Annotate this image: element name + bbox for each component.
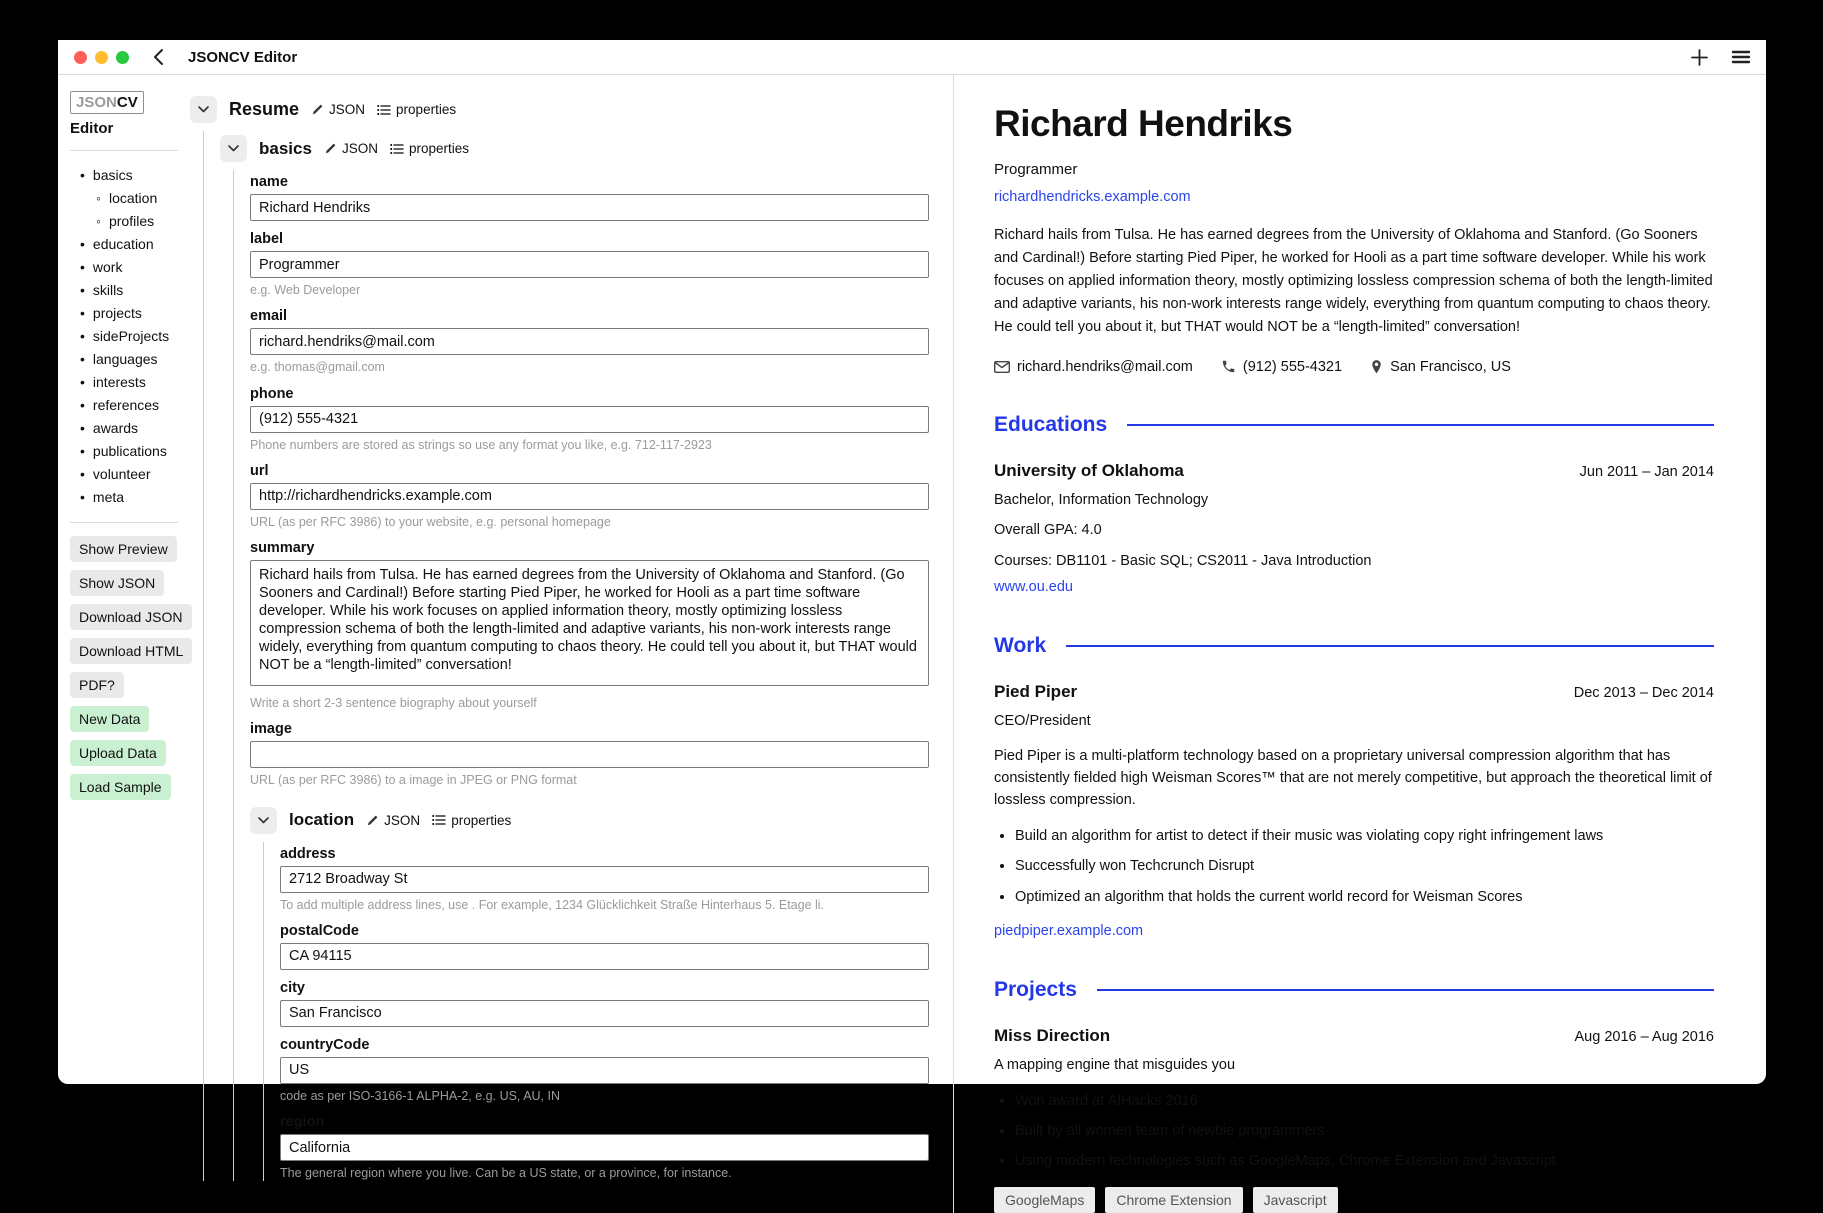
app-logo	[70, 91, 144, 114]
sidebar-item-projects[interactable]: • projects	[70, 302, 190, 325]
sidebar-item-profiles[interactable]: ◦ profiles	[70, 210, 190, 233]
resume-section-title: Resume	[229, 99, 300, 119]
contact-location	[1370, 359, 1511, 375]
education-institution: University of Oklahoma	[994, 460, 1184, 480]
location-pin-icon	[1370, 359, 1383, 375]
countrycode-field-hint: code as per ISO-3166-1 ALPHA-2, e.g. US, AU, IN	[280, 1088, 560, 1103]
sidebar-item-interests[interactable]: • interests	[70, 371, 190, 394]
work-heading: Work	[994, 633, 1047, 657]
sidebar-item-publications[interactable]: • publications	[70, 440, 190, 463]
contact-phone-text: (912) 555-4321	[1242, 358, 1343, 375]
preview-role: Programmer	[994, 161, 1078, 178]
chevron-down-icon	[258, 817, 269, 824]
new-data-button[interactable]: New Data	[70, 706, 149, 732]
new-tab-button[interactable]	[1691, 49, 1708, 66]
json-button-label: JSON	[341, 141, 378, 156]
project-name: Miss Direction	[994, 1025, 1111, 1045]
email-field-label: email	[250, 308, 288, 325]
resume-preview-panel	[953, 75, 1766, 1213]
list-icon	[390, 143, 404, 155]
sidebar-item-volunteer[interactable]: • volunteer	[70, 463, 190, 486]
work-company: Pied Piper	[994, 681, 1078, 701]
work-highlight-item: • Optimized an algorithm that holds the current world record for Weisman Scores	[1015, 887, 1714, 907]
sidebar-item-meta[interactable]: • meta	[70, 486, 190, 509]
hamburger-icon	[1732, 50, 1750, 64]
postalcode-input[interactable]	[280, 943, 929, 970]
label-field-hint: e.g. Web Developer	[250, 283, 361, 297]
project-description: A mapping engine that misguides you	[994, 1056, 1236, 1073]
region-field-label: region	[280, 1114, 325, 1130]
tag-javascript: Javascript	[1253, 1187, 1338, 1213]
field-image	[250, 721, 929, 788]
pencil-icon	[324, 142, 337, 155]
section-rule	[1097, 989, 1714, 991]
minimize-window-button[interactable]	[95, 51, 108, 64]
resume-properties-button[interactable]	[377, 102, 456, 117]
collapse-resume-button[interactable]	[190, 96, 217, 123]
address-field-hint: To add multiple address lines, use . For example, 1234 Glücklichkeit Straße Hinterhaus 5. Etage li.	[280, 897, 825, 912]
summary-field-label: summary	[250, 540, 315, 556]
phone-field-hint: Phone numbers are stored as strings so use any format you like, e.g. 712-117-2923	[250, 437, 712, 452]
basics-edit-json-button[interactable]	[324, 141, 378, 156]
preview-summary: Richard hails from Tulsa. He has earned degrees from the University of Oklahoma and Stanford. (Go Sooners and Cardinal!) Before starting Pied Piper, he worked for Hooli as a part time software developer. While his work focuses on applied information theory, mostly optimizing lossless compression schema of both the length-limited and adaptive variants, his non-work interests range widely, everything from quantum computing to chaos theory. He could tell you about it, but THAT would NOT be a “length-limited” conversation!	[994, 227, 1713, 335]
projects-heading: Projects	[994, 977, 1077, 1001]
preview-name: Richard Hendriks	[994, 103, 1293, 144]
show-preview-button[interactable]: Show Preview	[70, 536, 177, 562]
image-field-label: image	[250, 721, 292, 738]
city-input[interactable]	[280, 1000, 929, 1027]
education-degree: Bachelor, Information Technology	[994, 491, 1209, 508]
work-position: CEO/President	[994, 712, 1091, 729]
label-field-label: label	[250, 231, 284, 247]
plus-icon	[1691, 49, 1708, 66]
back-chevron-icon	[153, 48, 164, 66]
field-name	[250, 174, 929, 221]
basics-section-title: basics	[259, 138, 312, 158]
logo-cv-text: CV	[116, 94, 138, 111]
education-courses: Courses: DB1101 - Basic SQL; CS2011 - Java Introduction	[994, 553, 1372, 570]
project-highlight-item: • Won award at AIHacks 2016	[1015, 1091, 1714, 1111]
collapse-basics-button[interactable]	[220, 135, 247, 162]
education-link[interactable]: www.ou.edu	[994, 578, 1073, 595]
name-field-label: name	[250, 174, 288, 190]
project-highlights	[994, 1091, 1714, 1172]
project-tags	[994, 1187, 1714, 1213]
chevron-down-icon	[228, 145, 239, 152]
properties-button-label: properties	[408, 141, 469, 156]
resume-edit-json-button[interactable]	[311, 102, 365, 117]
basics-properties-button[interactable]	[390, 141, 469, 156]
phone-field-label: phone	[250, 385, 294, 402]
work-highlight-item: • Build an algorithm for artist to detect if their music was violating copy right infringement laws	[1015, 826, 1714, 846]
project-highlight-item: • Using modern technologies such as GoogleMaps, Chrome Extension and Javascript	[1015, 1151, 1714, 1171]
sidebar-item-basics[interactable]: • basics	[70, 164, 190, 187]
image-input[interactable]	[250, 741, 929, 768]
summary-field-hint: Write a short 2-3 sentence biography about yourself	[250, 696, 537, 710]
traffic-lights	[74, 51, 129, 64]
work-highlight-item: • Successfully won Techcrunch Disrupt	[1015, 856, 1714, 876]
work-summary: Pied Piper is a multi-platform technology based on a proprietary universal compression algorithm that has consistently fielded high Weisman Scores™ that are not merely competitive, but approach the theoretical limit of lossless compression.	[994, 747, 1712, 809]
field-summary	[250, 540, 929, 711]
contact-email	[994, 359, 1193, 375]
chevron-down-icon	[198, 106, 209, 113]
pencil-icon	[311, 103, 324, 116]
app-window	[58, 40, 1766, 1209]
url-input[interactable]	[250, 483, 929, 510]
section-rule	[1066, 645, 1714, 647]
educations-section	[994, 413, 1714, 596]
city-field-label: city	[280, 979, 305, 996]
field-postalcode	[280, 923, 929, 970]
sidebar-item-languages[interactable]: • languages	[70, 348, 190, 371]
field-phone	[250, 386, 929, 453]
phone-icon	[1221, 359, 1236, 374]
section-rule	[1127, 424, 1714, 426]
sidebar-divider	[70, 522, 178, 523]
work-dates: Dec 2013 – Dec 2014	[1573, 684, 1714, 701]
sidebar-item-references[interactable]: • references	[70, 394, 190, 417]
upload-data-button[interactable]: Upload Data	[70, 740, 166, 766]
sidebar-item-education[interactable]: • education	[70, 233, 190, 256]
list-icon	[377, 104, 391, 116]
sidebar-item-location[interactable]: ◦ location	[70, 187, 190, 210]
sidebar-item-skills[interactable]: • skills	[70, 279, 190, 302]
logo-subtitle: Editor	[70, 120, 114, 137]
sidebar-item-work[interactable]: • work	[70, 256, 190, 279]
back-button[interactable]	[153, 48, 164, 66]
json-button-label: JSON	[384, 812, 421, 828]
contact-phone	[1221, 359, 1342, 375]
address-field-label: address	[280, 845, 336, 862]
zoom-window-button[interactable]	[116, 51, 129, 64]
close-window-button[interactable]	[74, 51, 87, 64]
url-field-label: url	[250, 462, 269, 479]
editor-panel	[190, 75, 953, 1213]
location-section-title: location	[289, 810, 355, 829]
summary-textarea[interactable]	[250, 560, 929, 686]
educations-heading: Educations	[994, 412, 1108, 436]
url-field-hint: URL (as per RFC 3986) to your website, e.g. personal homepage	[250, 514, 611, 529]
contact-email-text: richard.hendriks@mail.com	[1017, 358, 1193, 375]
label-input[interactable]	[250, 251, 929, 278]
work-section	[994, 634, 1714, 940]
properties-button-label: properties	[396, 102, 457, 117]
email-field-hint: e.g. thomas@gmail.com	[250, 360, 385, 375]
list-icon	[432, 814, 446, 826]
work-highlights	[994, 826, 1714, 907]
postalcode-field-label: postalCode	[280, 922, 359, 939]
countrycode-input[interactable]	[280, 1057, 929, 1084]
region-input[interactable]	[280, 1134, 929, 1161]
field-region	[280, 1114, 929, 1181]
load-sample-button[interactable]: Load Sample	[70, 774, 171, 800]
tag-googlemaps: GoogleMaps	[994, 1187, 1095, 1213]
field-countrycode	[280, 1037, 929, 1104]
projects-section	[994, 978, 1714, 1213]
region-field-hint: The general region where you live. Can be a US state, or a province, for instance.	[280, 1166, 732, 1180]
location-properties-button[interactable]	[432, 813, 511, 828]
properties-button-label: properties	[451, 812, 512, 828]
pencil-icon	[366, 814, 379, 827]
field-email	[250, 308, 929, 375]
field-city	[280, 980, 929, 1027]
contact-location-text: San Francisco, US	[1390, 358, 1511, 375]
email-input[interactable]	[250, 328, 929, 355]
address-input[interactable]	[280, 866, 929, 893]
download-json-button[interactable]: Download JSON	[70, 604, 192, 630]
collapse-location-button[interactable]	[250, 807, 277, 834]
title-bar	[58, 40, 1766, 75]
project-highlight-item: • Built by all women team of newbie programmers	[1015, 1121, 1714, 1141]
tag-chrome-extension: Chrome Extension	[1105, 1187, 1242, 1213]
sidebar-divider	[70, 150, 178, 151]
work-link[interactable]: piedpiper.example.com	[994, 922, 1144, 939]
phone-input[interactable]	[250, 406, 929, 433]
menu-button[interactable]	[1732, 50, 1750, 64]
pdf-button[interactable]: PDF?	[70, 672, 124, 698]
field-url	[250, 463, 929, 530]
field-address	[280, 846, 929, 913]
field-label	[250, 231, 929, 298]
envelope-icon	[994, 361, 1010, 373]
preview-contact-row	[994, 359, 1714, 375]
name-input[interactable]	[250, 194, 929, 221]
location-edit-json-button[interactable]	[366, 813, 420, 828]
json-button-label: JSON	[329, 102, 366, 117]
sidebar-item-sideprojects[interactable]: • sideProjects	[70, 325, 190, 348]
image-field-hint: URL (as per RFC 3986) to a image in JPEG or PNG format	[250, 773, 577, 788]
sidebar-item-awards[interactable]: • awards	[70, 417, 190, 440]
education-gpa: Overall GPA: 4.0	[994, 522, 1102, 539]
sidebar	[58, 75, 190, 1213]
countrycode-field-label: countryCode	[280, 1036, 370, 1053]
logo-json-text: JSON	[76, 94, 117, 111]
window-title: JSONCV Editor	[188, 48, 298, 66]
preview-website-link[interactable]: richardhendricks.example.com	[994, 189, 1191, 205]
education-dates: Jun 2011 – Jan 2014	[1579, 463, 1714, 480]
download-html-button[interactable]: Download HTML	[70, 638, 192, 664]
project-dates: Aug 2016 – Aug 2016	[1574, 1028, 1714, 1045]
show-json-button[interactable]: Show JSON	[70, 570, 164, 596]
